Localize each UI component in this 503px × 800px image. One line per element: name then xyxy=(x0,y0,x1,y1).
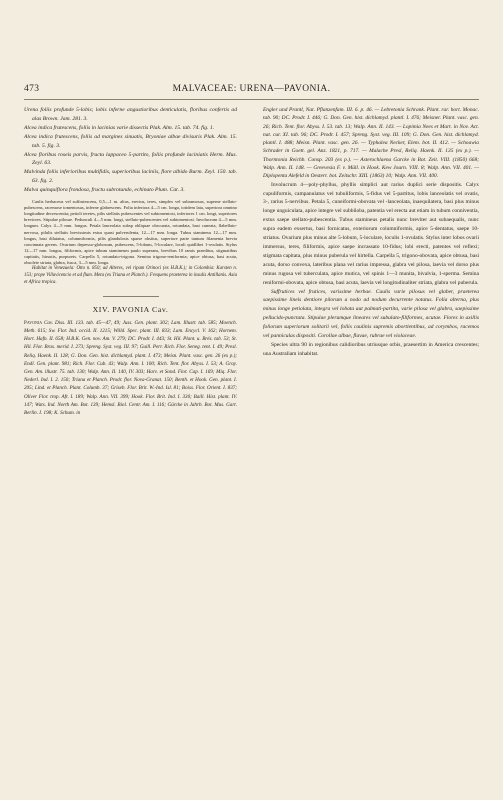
genus-name: Pavonia xyxy=(24,319,43,326)
header-rule xyxy=(24,99,479,100)
running-title: MALVACEAE: URENA—PAVONIA. xyxy=(172,84,331,94)
synonym: Malva quinquiflora frondosa, fructu subrotundo, echinato Plum. Cat. 3. xyxy=(24,187,185,194)
synonym: Alcea indica frutescens, foliis in lacinias varie dissectis Plak. Alm. 15. tab. 74. fig. 1. xyxy=(24,124,215,131)
genus-habit: Suffrutices vel frutices, varissime herbae. Caulis varie pilosus vel glaber, praeterea saepissime lineis dentiore pilorum a nodo ad nodum decurrente notatus. Folia alterna, plus minus longe petiolata, integra vel lobata aut palmati-partita, varie pilosa vel glabra, saepissime pellucido-punctata. Stipulae plerumque lineares vel subulato-filiformes, acutae. Flores in axillis foliorum superiorum solitarii vel, foliis caulinis supremis abortientibus, ad corymbos, racemos vel panniculas dispositi. Corollae albae, flavae, rubrae vel violaceae. xyxy=(263,288,479,340)
running-header xyxy=(24,84,479,98)
synonym: Urena foliis profunde 5-lobis; lobis inferne angustioribus denticulatis, floribus confertis ad alas Brown. Jam. 281. 3. xyxy=(24,107,237,122)
species-description xyxy=(24,199,237,266)
synonym-list xyxy=(24,106,237,195)
genus-heading: XIV. PAVONIA Cav. xyxy=(92,304,169,314)
left-column xyxy=(24,106,237,417)
habitat-note: Habitat in Venezuela: Otto n. 850; ad Alteres, vel ripam Orinoci (ex H.B.K.); in Colombia: Karsten n. 153; prope Villavicencio et ad flum. Meta (ex Triana et Planch.). Frequens praeterea in insulis Antillanis. Asia et Africa tropica. xyxy=(24,266,237,285)
right-column xyxy=(263,106,479,359)
synonym: Alcea floribus roseis parvis, fructu lappaceo 5-partito, foliis profunde laciniatis Herm. Mus. Zeyl. 63. xyxy=(24,151,237,167)
page-number: 473 xyxy=(24,84,40,94)
genus-refs-text: Cav. Diss. III. 133. tab. 45—47, 49; Juss. Gen. plant. 302; Lam. Illustr. tab. 585; Moench. Meth. 615; Sw. Flor. Ind. occid. II. 1215; Willd. Spec. plant. III. 833; Lam. Encycl. V. 162; Hornem. Hort. Hafn. II. 658; H.B.K. Gen. nov. Am. V. 279; DC. Prodr. I. 443; St. Hil. Plant. u. Brés. tab. 53; St. Hil. Flor. Bras. merid. I. 273; Spreng. Syst. veg. III. 97; Guill. Perr. Rich. Flor. Seneg. tent. I. 49; Presl. Reliq. Haenk. II. 128; G. Don. Gen. hist. dichlamyd. plant. I. 473; Meisn. Plant. vasc. gen. 26 (ex p.); Endl. Gen. plant. 981; Rich. Flor. Cub. 43; Walp. Ann. I. 100; Rich. Tent. flor. Abyss. I. 53; A. Gray. Gen. Am. illustr. 75. tab. 130; Walp. Ann. II. 140, IV. 303; Harv. et Sond. Flor. Cap. I. 169; Miq. Flor. Nederl. Ind. I. 2. 150; Triana et Planch. Prodr. flor. Nova-Granat. 150; Benth. et Hook. Gen. plant. I. 205; Lind. et Planch. Plant. Columb. 37; Griseb. Flor. Brit. W.-Ind. Isl. 81; Boiss. Flor. Orient. I. 837; Oliver Flor. trop. Afr. I. 189; Walp. Ann. VII. 399; Hook. Flor. Brit. Ind. I. 330; Baill. Hist. plant. IV. 147; Wats. Ind. North Am. Bot. 139; Hemsl. Biol. Centr. Am. I. 116; Gürcke in Jahrb. Bot. Mus. Gart. Berlin. I. 198; K. Schum. in xyxy=(24,319,237,416)
description-text: Caulis herbaceus vel suffrutescens, 0,5—1 m. altus, erectus, teres, simplex vel subramosus, superne stellato-pubescens, racemose tomentosus, inferne glabrescens. Folia inferiora 4—5 cm. longa, totidem lata, superiora omnino longitudine decrescentia; petioli teretes, pilis stellatis pubescentes vel subtomentosi, inferiores 1 cm. longi, superiores breviores. Stipulae pilosae. Pedunculi 4—5 mm. longi, stellato-pubescentes vel subtomentosi. Involucrum 4—5 mm. longum. Calyx 4—5 mm. longus. Petala lanceolata subsp obliquae obscurata, rotundata, basi cuneata, flabellato-nervosa, pilulis stellatis brevissimis extus quasi pulverulenta, 12—17 mm. longa. Tubus stamineus 12—17 mm. longus, basi dilatatus, columniformis, pilis glandulosis sparse obsitus, superiore parte tantum filamenta brevia concinnata gerens. Ovarium depresso-globosum, pubescens, 5-lobum, 5-loculare, loculi quidlibet 1-ovulatis. Stylus 12—17 mm. longus, filiformis, apice tubum stamineum paulo superans, brevibus 10 ramis praeditus, stigmatibus capitatis, hirsutis, purpureis. Carpella 5, rotundato-trigona. Semina trigono-reniformia; apice obtusa, basi acuta, obsolete striata, glabra, fusca, 3—5 mm. longa. xyxy=(24,199,237,265)
genus-references xyxy=(24,319,237,417)
section-divider xyxy=(103,296,159,297)
genus-description: Involucrum 4—poly-phyllus, phyllis simplici aut rarius duplici serie dispositis. Calyx cupuliformis, campanulatus vel tubuliformis, 5-fidus vel 5-partitus, lobis lanceolatis vel ovatis, 3-, rarius 5-nervibus. Petala 5, cuneiformi-obovata vel -lanceolata, inaequilatera, basi plus minus longe unguiculata, apice integre vel subbiloba, patentia vel erecta aut etiam in tubum conniventia, extus saepe stellato-pubescentia. Tubus stamineus petalis nunc breviter aut subaequalis, nunc supra eadem exsertus, basi fornicatus, exteriorum columniformis, apice 5-dentatus, saepe 10-striatus. Ovarium plus minus alte 5-lobum, 5-loculare, loculis 1-ovulatis. Stylus inter lobos ovarii immersus, teres, filiformis, apice saepe incrassato 10-fidus; lobi erecti, patentes vel reflexi; stigmata capitata, plus minus puberula vel hirtella. Carpella 5, trigono-obovata, apice obtusa, basi acuta, dorso convexa, lateribus plana vel rarius impressa, glabra vel pilosa, laevia vel dorso plus minus rugosa vel tuberculata, apice mutica, vel spinis 1—3 munita, bivalvia, 1-sperma. Semina reniformi-obovata, apice obtusa, basi acuta, laevia vel longitudinaliter striata, glabra vel puberula. xyxy=(263,181,479,286)
genus-synonym-references: Engler und Prantl, Nat. Pflanzenfam. III. 6. p. 46. — Lebretonia Schrank. Plant. rar. hort. Monac. tab. 90; DC. Prodr. I. 446; G. Don. Gen. hist. dichlamyd. plantl. I. 476; Meisner. Plant. vasc. gen. 26; Rich. Tent. flor. Abyss. I. 53. tab. 13; Walp. Ann. II. 143. — Lopimia Nees et Mart. in Nov. Act. nat. cur. XI. tab. 96; DC. Prodr. I. 457; Spreng. Syst. veg. III. 109; G. Don. Gen. hist. dichlamyd. plantl. I. 488; Meisn. Plant. vasc. gen. 26. — Typhalea Necker, Elem. bot. II. 412. — Schouwia Schrader in Goett. gel. Anz. 1821, p. 717. — Malache Presl, Reliq. Haenk. II. 135 (ex p.). — Thorntonia Reichb. Consp. 203 (ex p.). — Asterochlaena Garcke in Bot. Zeit. VIII. (1850) 668; Walp. Ann. II. 148. — Greevesia F. v. Müll. in Hook. Kew Journ. VIII. 8; Walp. Ann. VII. 401. — Diplopenta Alefeld in Oesterr. bot. Zeitschr. XIII. (1863) 10; Walp. Ann. VII. 400. xyxy=(263,107,479,180)
synonym: Alcea indica frutescens, foliis ad margines sinuatis, Bryoniae albae divisuris Plak. Alm. 15. tab. 5. fig. 3. xyxy=(24,133,237,149)
genus-distribution: Species ultra 90 in regionibus calidioribus utriusque orbis, praesertim in America crescentes; una Australiam inhabitat. xyxy=(263,341,479,357)
synonym: Malvinda foliis inferioribus multifidis, superioribus laciniis, flore albido Burm. Zeyl. 150. tab. 63. fig. 2. xyxy=(24,169,237,185)
